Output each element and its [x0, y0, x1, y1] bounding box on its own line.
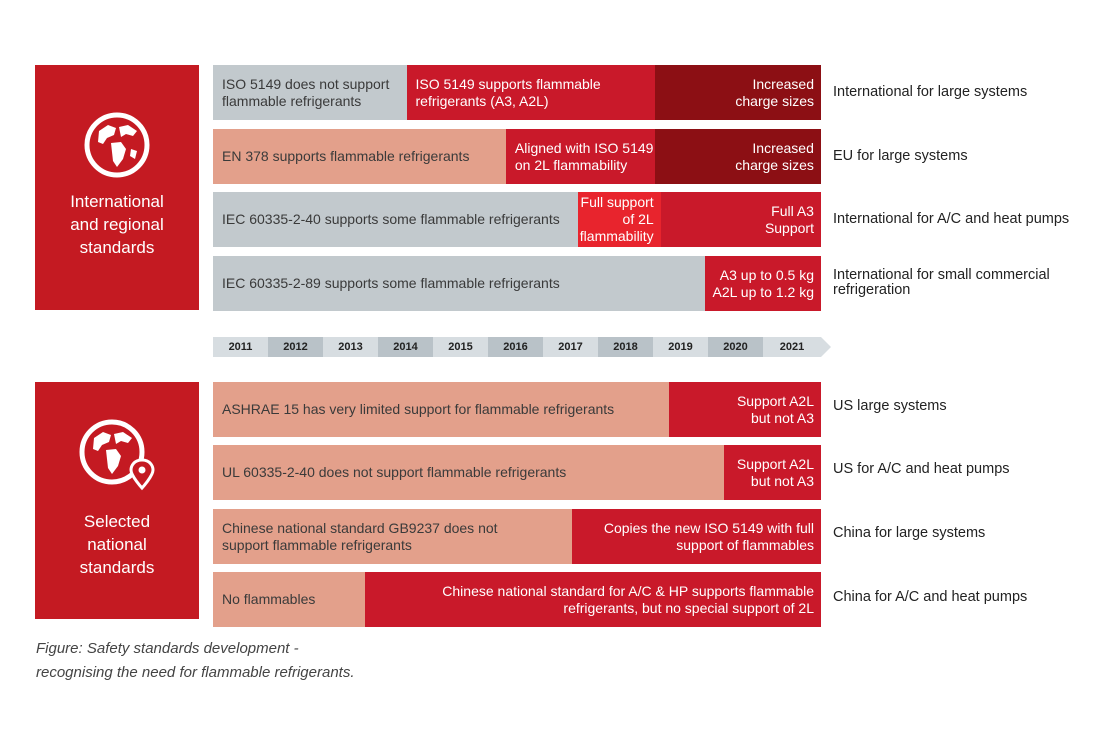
bar-segment: Full A3 Support: [661, 192, 821, 247]
bar-segment: IEC 60335-2-89 supports some flammable refrigerants: [213, 256, 705, 311]
panel-national: [35, 382, 199, 619]
standard-row-iso5149: [213, 65, 821, 120]
standard-row-china-ac-hp: [213, 572, 821, 627]
panel-title-international: International and regional standards: [70, 192, 164, 257]
year-tick: 2011: [228, 341, 253, 353]
row-label: EU for large systems: [833, 148, 968, 164]
standard-row-ashrae15: [213, 382, 821, 437]
standard-row-gb9237: [213, 509, 821, 564]
bar-segment: Aligned with ISO 5149 on 2L flammability: [506, 129, 655, 184]
bar-segment: Copies the new ISO 5149 with full support of flammables: [572, 509, 821, 564]
panel-international: [35, 65, 199, 310]
row-label: International for small commercial refrigeration: [833, 267, 1050, 298]
year-tick: 2017: [558, 341, 583, 353]
bar-segment: ASHRAE 15 has very limited support for flammable refrigerants: [213, 382, 669, 437]
bar-segment: UL 60335-2-40 does not support flammable refrigerants: [213, 445, 724, 500]
row-label: China for A/C and heat pumps: [833, 589, 1028, 605]
bar-segment: EN 378 supports flammable refrigerants: [213, 129, 506, 184]
row-label: International for large systems: [833, 84, 1028, 100]
year-tick: 2019: [668, 341, 693, 353]
row-label: US for A/C and heat pumps: [833, 461, 1010, 477]
bar-segment: Chinese national standard GB9237 does not support flammable refrigerants: [213, 509, 572, 564]
bar-segment: ISO 5149 does not support flammable refrigerants: [213, 65, 407, 120]
year-tick: 2021: [779, 341, 805, 353]
bar-segment: Support A2L but not A3: [724, 445, 821, 500]
bar-segment: Support A2L but not A3: [669, 382, 821, 437]
year-tick: 2018: [613, 341, 638, 353]
standard-row-en378: [213, 129, 821, 184]
bar-segment: No flammables: [213, 572, 365, 627]
row-label: US large systems: [833, 398, 947, 414]
year-tick: 2012: [283, 341, 308, 353]
year-tick: 2020: [723, 341, 748, 353]
bar-segment: Increased charge sizes: [655, 65, 821, 120]
standard-row-iec60335-2-89: [213, 256, 821, 311]
bar-segment: A3 up to 0.5 kg A2L up to 1.2 kg: [705, 256, 821, 311]
standard-row-iec60335-2-40: [213, 192, 821, 247]
row-label: China for large systems: [833, 525, 986, 541]
bar-segment: IEC 60335-2-40 supports some flammable refrigerants: [213, 192, 578, 247]
panel-title-national: Selected national standards: [79, 512, 155, 577]
bar-segment: Full support of 2L flammability: [578, 192, 661, 247]
year-tick: 2014: [393, 341, 418, 353]
bar-segment: Chinese national standard for A/C & HP supports flammable refrigerants, but no special support of 2L: [365, 572, 821, 627]
year-timeline: [213, 337, 821, 357]
year-tick: 2015: [448, 341, 473, 353]
globe-location-icon: [35, 416, 199, 492]
bar-segment: ISO 5149 supports flammable refrigerants (A3, A2L): [407, 65, 656, 120]
row-label: International for A/C and heat pumps: [833, 211, 1070, 227]
year-tick: 2013: [338, 341, 363, 353]
bar-segment: Increased charge sizes: [655, 129, 821, 184]
standard-row-ul60335: [213, 445, 821, 500]
figure-caption: Figure: Safety standards development - recognising the need for flammable refrigerants.: [36, 640, 355, 681]
year-tick: 2016: [503, 341, 528, 353]
globe-icon: [35, 109, 199, 181]
